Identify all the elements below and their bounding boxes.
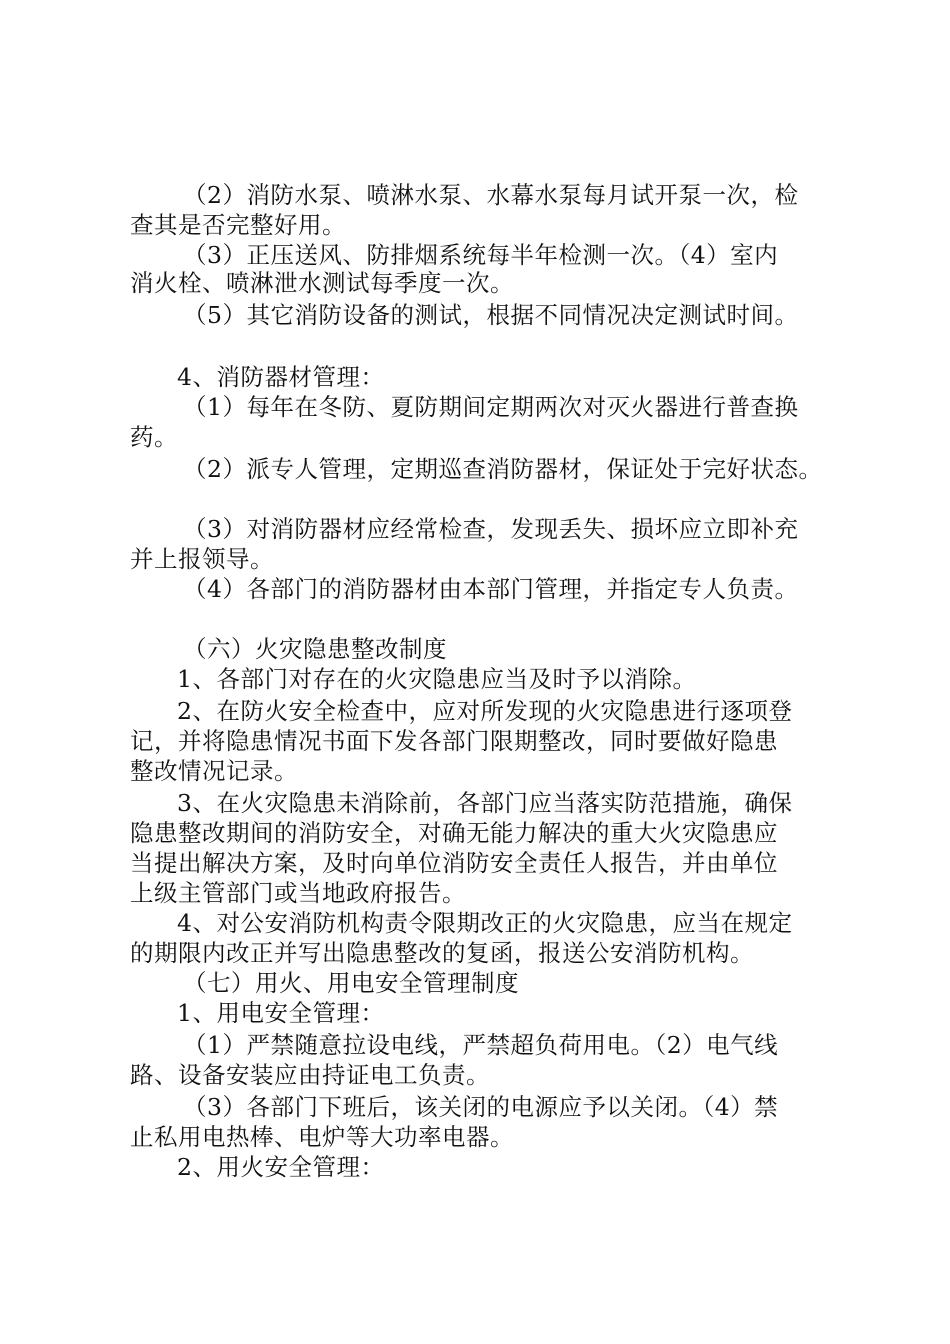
text-line: 1、各部门对存在的火灾隐患应当及时予以消除。 [177,665,697,693]
text-line: （3）正压送风、防排烟系统每半年检测一次。（4）室内 [183,241,779,269]
text-line: （4）各部门的消防器材由本部门管理，并指定专人负责。 [183,575,799,603]
text-line: 并上报领导。 [130,545,274,573]
text-line: （2）派专人管理，定期巡查消防器材，保证处于完好状态。 [183,455,823,483]
section-heading: （七）用火、用电安全管理制度 [183,969,519,997]
text-line: （1）严禁随意拉设电线，严禁超负荷用电。（2）电气线 [183,1031,779,1059]
text-line: （5）其它消防设备的测试，根据不同情况决定测试时间。 [183,301,799,329]
text-line: 的期限内改正并写出隐患整改的复函，报送公安消防机构。 [130,939,754,967]
text-line: 止私用电热棒、电炉等大功率电器。 [130,1123,514,1151]
text-line: （2）消防水泵、喷淋水泵、水幕水泵每月试开泵一次，检 [183,181,799,209]
text-line: 上级主管部门或当地政府报告。 [130,879,466,907]
section-heading: （六）火灾隐患整改制度 [183,635,447,663]
text-line: 药。 [130,423,178,451]
text-line: 隐患整改期间的消防安全，对确无能力解决的重大火灾隐患应 [130,819,778,847]
text-line: （3）对消防器材应经常检查，发现丢失、损坏应立即补充 [183,515,799,543]
text-line: （3）各部门下班后，该关闭的电源应予以关闭。（4）禁 [183,1093,779,1121]
text-line: 路、设备安装应由持证电工负责。 [130,1061,490,1089]
text-line: 4、对公安消防机构责令限期改正的火灾隐患，应当在规定 [177,909,793,937]
text-line: 查其是否完整好用。 [130,211,346,239]
text-line: 当提出解决方案，及时向单位消防安全责任人报告，并由单位 [130,849,778,877]
text-line: 2、在防火安全检查中，应对所发现的火灾隐患进行逐项登 [177,697,793,725]
text-line: 整改情况记录。 [130,757,298,785]
text-line: 4、消防器材管理： [177,363,385,391]
text-line: 2、用火安全管理： [177,1153,385,1181]
text-line: 消火栓、喷淋泄水测试每季度一次。 [130,269,514,297]
text-line: 记，并将隐患情况书面下发各部门限期整改，同时要做好隐患 [130,727,778,755]
text-line: （1）每年在冬防、夏防期间定期两次对灭火器进行普查换 [183,393,799,421]
text-line: 1、用电安全管理： [177,999,385,1027]
text-line: 3、在火灾隐患未消除前，各部门应当落实防范措施，确保 [177,789,793,817]
